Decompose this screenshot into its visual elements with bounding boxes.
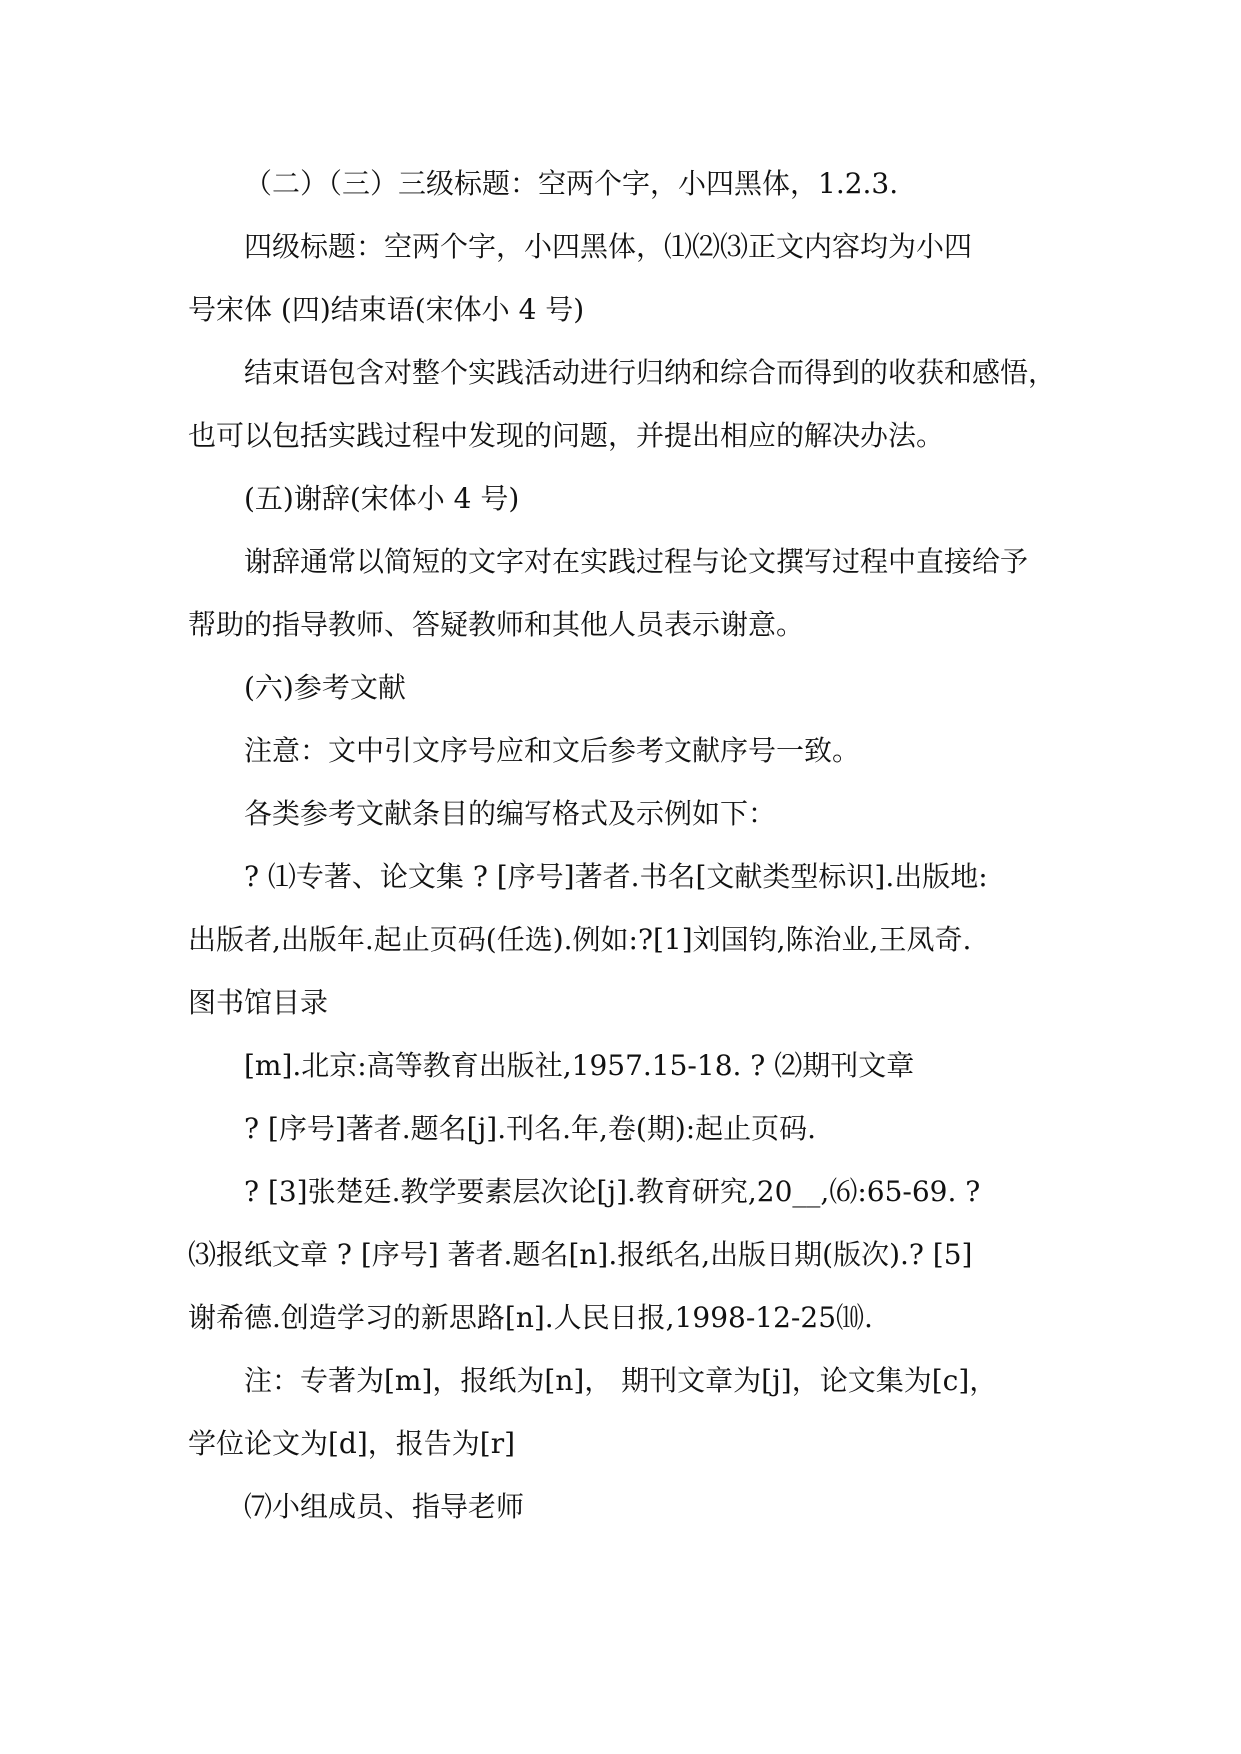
text-line: 学位论文为[d]，报告为[r] [188,1427,516,1460]
text-line: ⑺小组成员、指导老师 [244,1490,525,1523]
text-line: 号宋体 (四)结束语(宋体小 4 号) [188,293,585,326]
document-body [188,152,1088,1538]
text-line: 注意：文中引文序号应和文后参考文献序号一致。 [244,734,861,767]
text-line: 四级标题：空两个字，小四黑体，⑴⑵⑶正文内容均为小四 [244,230,973,263]
text-line: 图书馆目录 [188,986,329,1019]
text-line: 也可以包括实践过程中发现的问题，并提出相应的解决办法。 [188,419,945,452]
text-line: 谢希德.创造学习的新思路[n].人民日报,1998-12-25⑽. [188,1301,873,1334]
text-line: ? [3]张楚廷.教学要素层次论[j].教育研究,20__,⑹:65-69. ? [244,1175,981,1208]
text-line: (六)参考文献 [244,671,406,704]
text-line: 各类参考文献条目的编写格式及示例如下： [244,797,777,830]
text-line: [m].北京:高等教育出版社,1957.15-18. ? ⑵期刊文章 [244,1049,915,1082]
text-line: ⑶报纸文章 ? [序号] 著者.题名[n].报纸名,出版日期(版次).? [5] [188,1238,973,1271]
text-line: 注：专著为[m]，报纸为[n]， 期刊文章为[j]，论文集为[c]， [244,1364,998,1397]
text-line: 出版者,出版年.起止页码(任选).例如:?[1]刘国钧,陈治业,王凤奇. [188,923,972,956]
text-line: 帮助的指导教师、答疑教师和其他人员表示谢意。 [188,608,805,641]
text-line: 谢辞通常以简短的文字对在实践过程与论文撰写过程中直接给予 [244,545,1029,578]
text-line: ? ⑴专著、论文集 ? [序号]著者.书名[文献类型标识].出版地: [244,860,988,893]
text-line: 结束语包含对整个实践活动进行归纳和综合而得到的收获和感悟， [244,356,1057,389]
text-line: ? [序号]著者.题名[j].刊名.年,卷(期):起止页码. [244,1112,817,1145]
text-line: (五)谢辞(宋体小 4 号) [244,482,520,515]
text-line: （二）（三）三级标题：空两个字，小四黑体，1.2.3. [244,167,899,200]
